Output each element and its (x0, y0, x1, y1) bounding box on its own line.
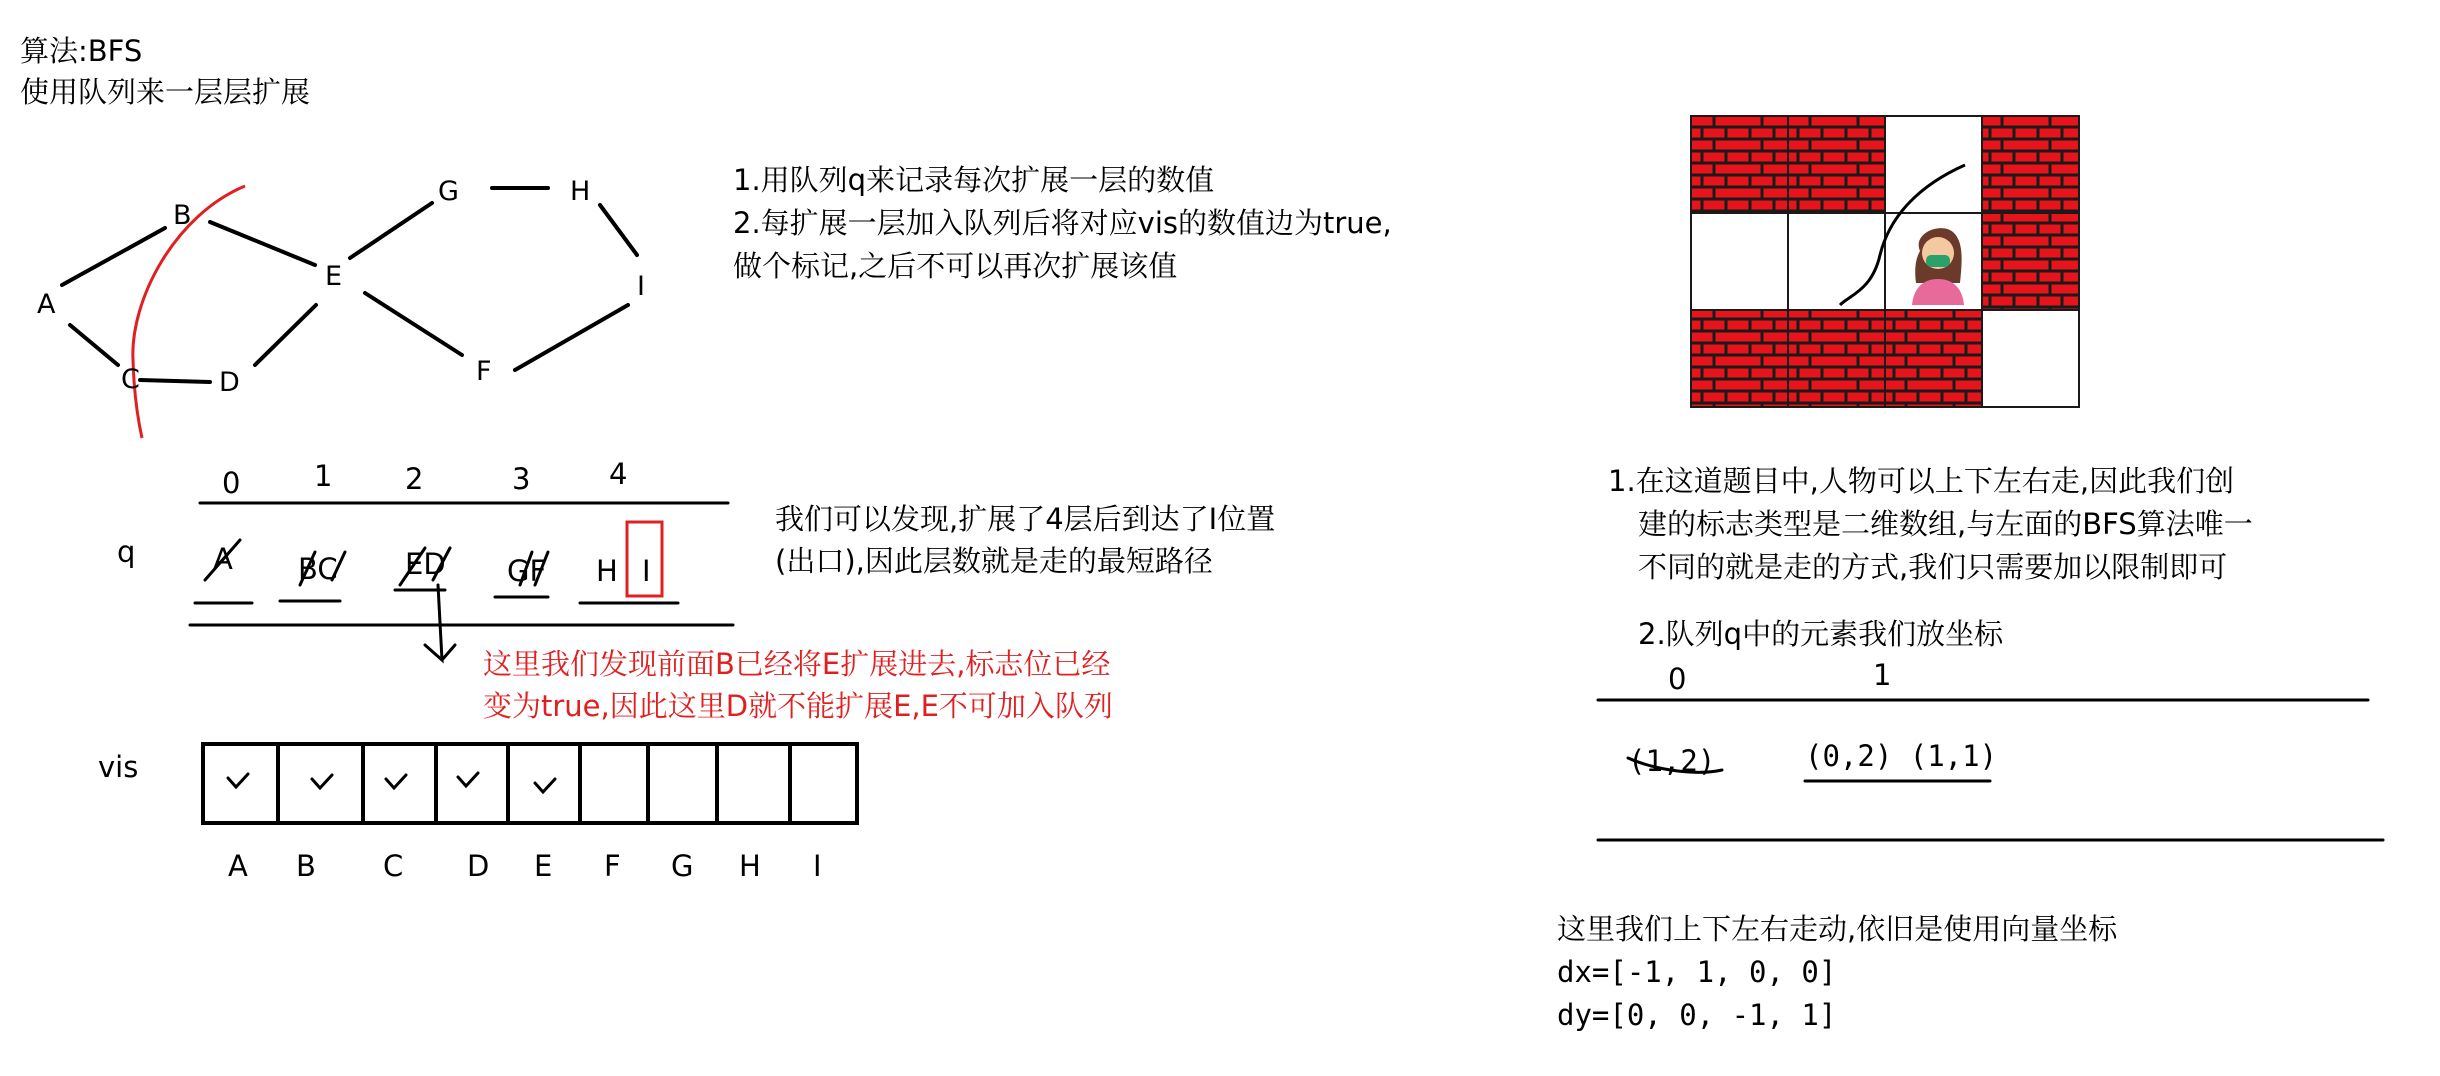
vis-letter-f: F (604, 849, 621, 883)
queue-cell-2: ED (405, 547, 446, 581)
node-i: I (637, 271, 645, 302)
red-note-line-2: 变为true,因此这里D就不能扩展E,E不可加入队列 (483, 689, 1113, 723)
vis-letter-i: I (813, 849, 822, 883)
right-note-line-2: 建的标志类型是二维数组,与左面的BFS算法唯一 (1638, 507, 2253, 541)
vis-letter-a: A (228, 849, 248, 883)
coord-queue-items: (0,2) (1,1) (1805, 739, 1998, 773)
vis-letter-b: B (296, 849, 316, 883)
note-line-1: 1.用队列q来记录每次扩展一层的数值 (733, 163, 1215, 197)
right-note-line-4: 2.队列q中的元素我们放坐标 (1638, 617, 2004, 651)
algorithm-subtitle: 使用队列来一层层扩展 (20, 75, 311, 109)
queue-index-2: 2 (405, 462, 424, 496)
note-line-2: 2.每扩展一层加入队列后将对应vis的数值边为true, (733, 206, 1392, 240)
queue-cell-5: I (642, 554, 651, 588)
queue-cell-0: A (213, 542, 233, 576)
node-d: D (219, 367, 240, 398)
queue-index-0: 0 (222, 466, 241, 500)
node-a: A (37, 289, 56, 320)
node-h: H (570, 176, 591, 207)
queue-cell-3: GF (507, 554, 547, 588)
red-note-line-1: 这里我们发现前面B已经将E扩展进去,标志位已经 (483, 647, 1111, 681)
vis-letter-h: H (739, 849, 761, 883)
vis-letter-c: C (383, 849, 404, 883)
queue-cell-4: H (596, 554, 618, 588)
node-c: C (121, 364, 140, 395)
vector-dy: dy=[0, 0, -1, 1] (1557, 998, 1837, 1032)
queue-cell-1: BC (298, 552, 338, 586)
vis-label: vis (98, 750, 139, 784)
observation-line-1: 我们可以发现,扩展了4层后到达了I位置 (775, 502, 1276, 536)
coord-crossed-item: (1,2) (1628, 744, 1716, 778)
right-note-line-1: 1.在这道题目中,人物可以上下左右走,因此我们创 (1608, 464, 2235, 498)
vis-letter-g: G (671, 849, 694, 883)
node-f: F (476, 356, 492, 387)
queue-index-3: 3 (512, 462, 531, 496)
node-e: E (325, 261, 343, 292)
note-line-3: 做个标记,之后不可以再次扩展该值 (733, 249, 1178, 283)
coord-index-0: 0 (1668, 662, 1687, 696)
observation-line-2: (出口),因此层数就是走的最短路径 (775, 544, 1213, 578)
node-b: B (173, 200, 192, 231)
queue-index-4: 4 (609, 457, 628, 491)
queue-label: q (117, 535, 136, 569)
coord-index-1: 1 (1873, 658, 1892, 692)
algorithm-title: 算法:BFS (20, 34, 143, 68)
vis-letter-d: D (467, 849, 490, 883)
vis-letter-e: E (534, 849, 553, 883)
right-note-line-3: 不同的就是走的方式,我们只需要加以限制即可 (1638, 550, 2228, 584)
node-g: G (438, 176, 459, 207)
vector-dx: dx=[-1, 1, 0, 0] (1557, 955, 1837, 989)
vector-intro: 这里我们上下左右走动,依旧是使用向量坐标 (1557, 912, 2118, 946)
queue-index-1: 1 (314, 459, 333, 493)
